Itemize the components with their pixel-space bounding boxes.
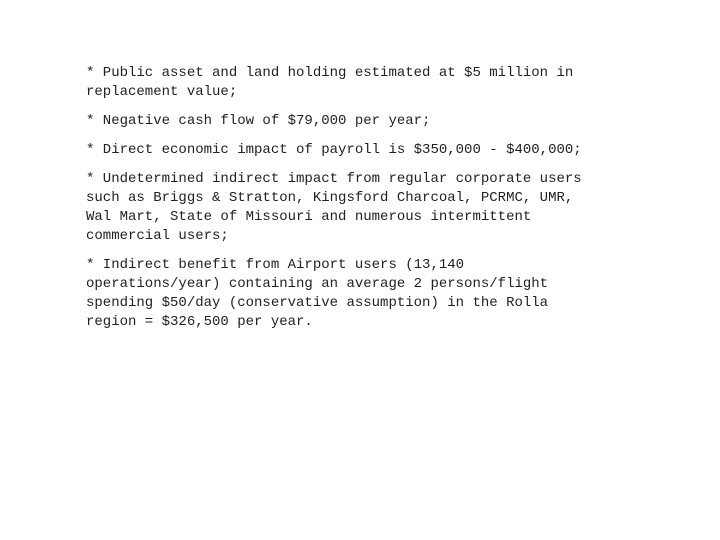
bullet-asset-value: * Public asset and land holding estimated at $5 million in replacement value; bbox=[86, 65, 574, 100]
bullet-indirect-benefit: * Indirect benefit from Airport users (13,140 operations/year) containing an average 2 persons/flight spending $50/day (conservative assumption) in the Rolla region = $326,500 per year. bbox=[86, 257, 549, 330]
bullet-indirect-impact: * Undetermined indirect impact from regular corporate users such as Briggs & Stratton, Kingsford Charcoal, PCRMC, UMR, Wal Mart, State of Missouri and numerous intermittent commercial users; bbox=[86, 171, 582, 244]
bullet-cash-flow: * Negative cash flow of $79,000 per year; bbox=[86, 113, 431, 129]
bullet-payroll-impact: * Direct economic impact of payroll is $350,000 - $400,000; bbox=[86, 142, 582, 158]
slide-content bbox=[86, 64, 666, 342]
